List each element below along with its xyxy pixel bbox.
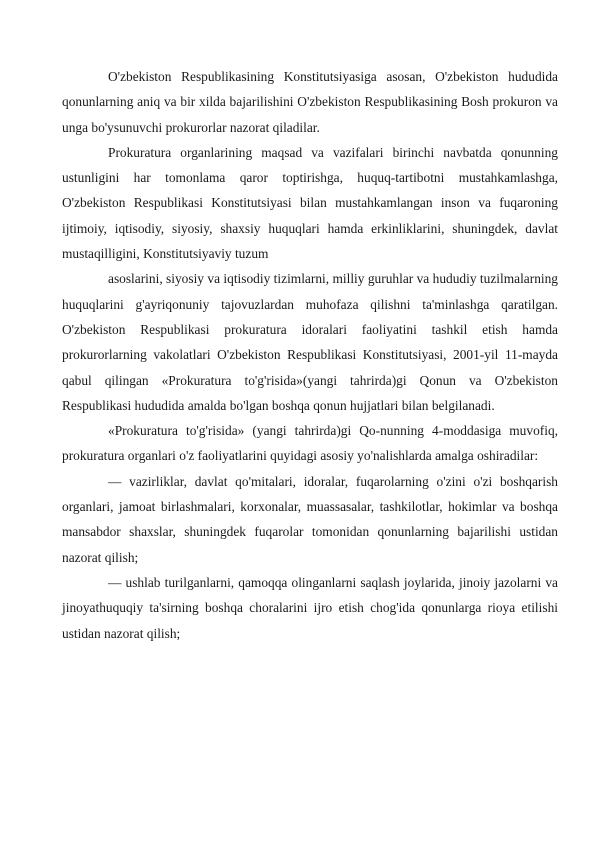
list-item-supervision-ministries: — vazirliklar, davlat qo'mitalari, idoralar, fuqarolarning o'zini o'zi boshqarish organlari, jamoat birlashmalari, korxonalar, muassasalar, tashkilotlar, hokimlar va boshqa mansabdor shaxslar, shuningdek fuqarolar tomonidan qonunlarning bajarilishi ustidan nazorat qilish; (62, 473, 558, 565)
paragraph-constitution-basis: O'zbekiston Respublikasining Konstitutsiyasiga asosan, O'zbekiston hududida qonunlarning aniq va bir xilda bajarilishini O'zbekiston Respublikasining Bosh prokuron va unga bo'ysunuvchi prokurorlar nazorat qiladilar. (62, 69, 558, 135)
document-body (62, 64, 558, 646)
list-item-supervision-detention: — ushlab turilganlarni, qamoqqa olinganlarni saqlash joylarida, jinoiy jazolarni va jinoyathuquqiy ta'sirning boshqa choralarini ijro etish chog'ida qonunlarga rioya etilishi ustidan nazorat qilish; (62, 574, 558, 641)
paragraph-article-4: «Prokuratura to'g'risida» (yangi tahrirda)gi Qo-nunning 4-moddasiga muvofiq, prokuratura organlari o'z faoliyatlarini quyidagi asosiy yo'nalishlarda amalga oshiradilar: (62, 423, 558, 464)
paragraph-prosecution-goals: Prokuratura organlarining maqsad va vazifalari birinchi navbatda qonunning ustunligini har tomonlama qaror toptirishga, huquq-tartibotni mustahkamlashga, O'zbekiston Respublikasi Konstitutsiyasi bilan mustahkamlangan inson va fuqaroning ijtimoiy, iqtisodiy, siyosiy, shaxsiy huquqlari hamda erkinliklarini, shuningdek, davlat mustaqilligini, Konstitutsiyaviy tuzum (62, 144, 558, 262)
paragraph-prosecution-law: asoslarini, siyosiy va iqtisodiy tizimlarni, milliy guruhlar va hududiy tuzilmalarning huquqlarini g'ayriqonuniy tajovuzlardan muhofaza qilishni ta'minlashga qaratilgan. O'zbekiston Respublikasi prokuratura idoralari faoliyatini tashkil etish hamda prokurorlarning vakolatlari O'zbekiston Respublikasi Konstitutsiyasi, 2001-yil 11-mayda qabul qilingan «Prokuratura to'g'risida»(yangi tahrirda)gi Qonun va O'zbekiston Respublikasi hududida amalda bo'lgan boshqa qonun hujjatlari bilan belgilanadi. (62, 271, 558, 413)
